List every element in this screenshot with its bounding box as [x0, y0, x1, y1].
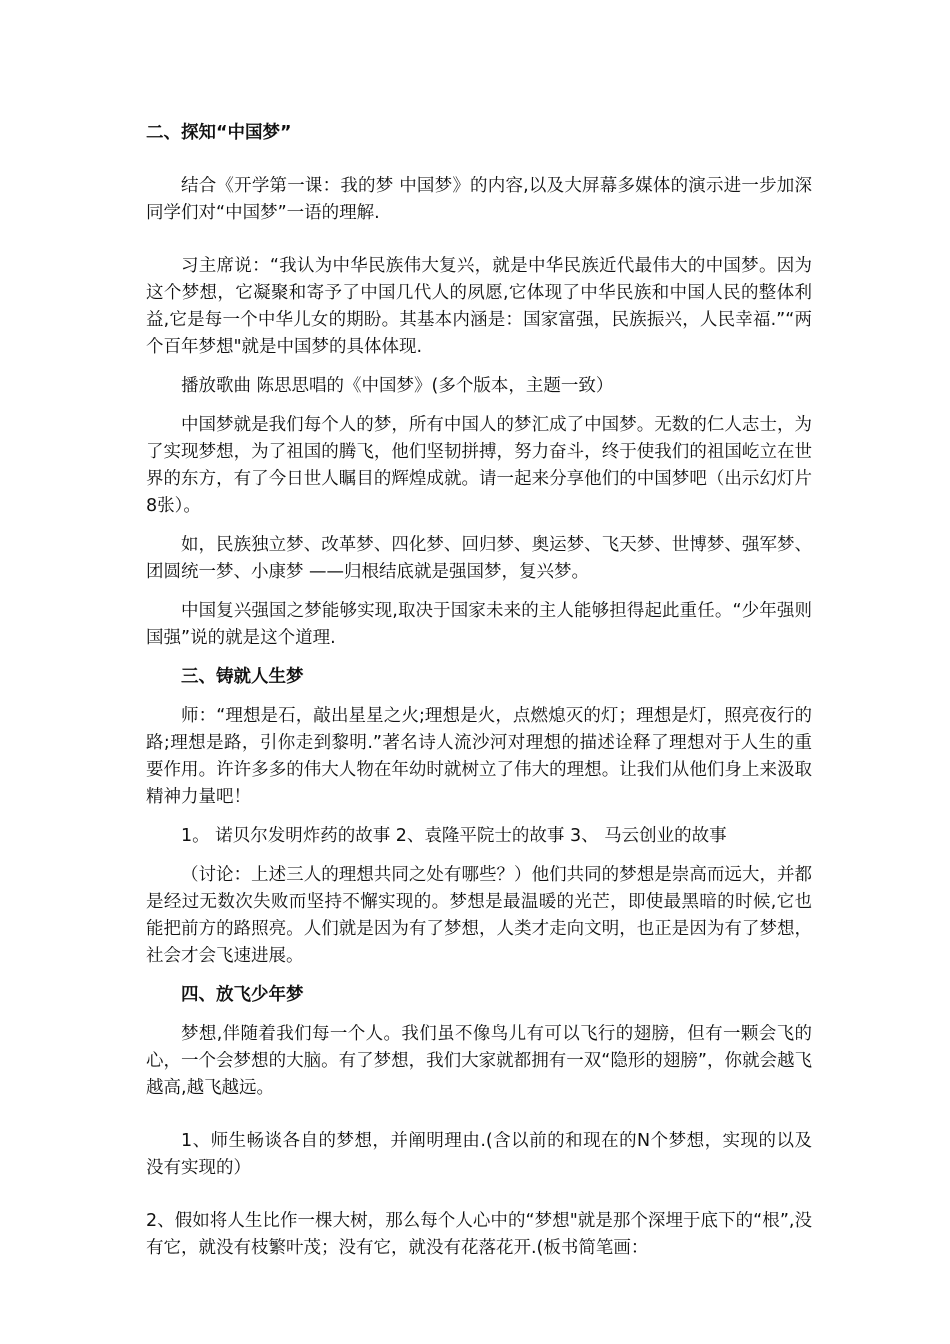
document-body [146, 120, 812, 1262]
paragraph-song: 播放歌曲 陈思思唱的《中国梦》(多个版本，主题一致） [181, 376, 614, 396]
paragraph-teacher-quote: 师：“理想是石，敲出星星之火;理想是火，点燃熄灭的灯；理想是灯，照亮夜行的路;理想是路，引你走到黎明.”著名诗人流沙河对理想的描述诠释了理想对于人生的重要作用。许许多多的伟大人物在年幼时就树立了伟大的理想。让我们从他们身上来汲取精神力量吧！ [146, 706, 812, 807]
paragraph-everyone-dream: 中国梦就是我们每个人的梦，所有中国人的梦汇成了中国梦。无数的仁人志士，为了实现梦想，为了祖国的腾飞，他们坚韧拼搏，努力奋斗，终于使我们的祖国屹立在世界的东方，有了今日世人瞩目的辉煌成就。请一起来分享他们的中国梦吧（出示幻灯片8张）。 [146, 415, 812, 516]
section-heading-3: 三、铸就人生梦 [181, 667, 304, 687]
section-heading-2: 二、探知“中国梦” [146, 123, 292, 143]
paragraph-dream-wings: 梦想,伴随着我们每一个人。我们虽不像鸟儿有可以飞行的翅膀，但有一颗会飞的心，一个会梦想的大脑。有了梦想，我们大家就都拥有一双“隐形的翅膀”，你就会越飞越高,越飞越远。 [146, 1024, 812, 1098]
paragraph-xi-quote: 习主席说：“我认为中华民族伟大复兴，就是中华民族近代最伟大的中国梦。因为这个梦想，它凝聚和寄予了中国几代人的夙愿,它体现了中华民族和中国人民的整体利益,它是每一个中华儿女的期盼。其基本内涵是：国家富强，民族振兴，人民幸福.”“两个百年梦想"就是中国梦的具体体现. [146, 256, 812, 357]
list-item-1: 1、师生畅谈各自的梦想，并阐明理由.(含以前的和现在的N个梦想，实现的以及没有实现的） [146, 1131, 812, 1178]
section-heading-4: 四、放飞少年梦 [181, 985, 304, 1005]
paragraph-dream-examples: 如，民族独立梦、改革梦、四化梦、回归梦、奥运梦、飞天梦、世博梦、强军梦、团圆统一梦、小康梦 ——归根结底就是强国梦，复兴梦。 [146, 535, 812, 582]
list-item-2: 2、假如将人生比作一棵大树，那么每个人心中的“梦想"就是那个深埋于底下的“根”,没有它，就没有枝繁叶茂；没有它，就没有花落花开.(板书简笔画： [146, 1211, 812, 1258]
paragraph-discussion: （讨论：上述三人的理想共同之处有哪些？）他们共同的梦想是崇高而远大，并都是经过无数次失败而坚持不懈实现的。梦想是最温暖的光芒，即使最黑暗的时候,它也能把前方的路照亮。人们就是因为有了梦想，人类才走向文明，也正是因为有了梦想，社会才会飞速进展。 [146, 865, 812, 966]
paragraph-intro: 结合《开学第一课：我的梦 中国梦》的内容,以及大屏幕多媒体的演示进一步加深同学们对“中国梦”一语的理解. [146, 176, 812, 223]
paragraph-youth: 中国复兴强国之梦能够实现,取决于国家未来的主人能够担得起此重任。“少年强则国强”说的就是这个道理. [146, 601, 812, 648]
paragraph-stories: 1。 诺贝尔发明炸药的故事 2、袁隆平院士的故事 3、 马云创业的故事 [181, 826, 727, 846]
